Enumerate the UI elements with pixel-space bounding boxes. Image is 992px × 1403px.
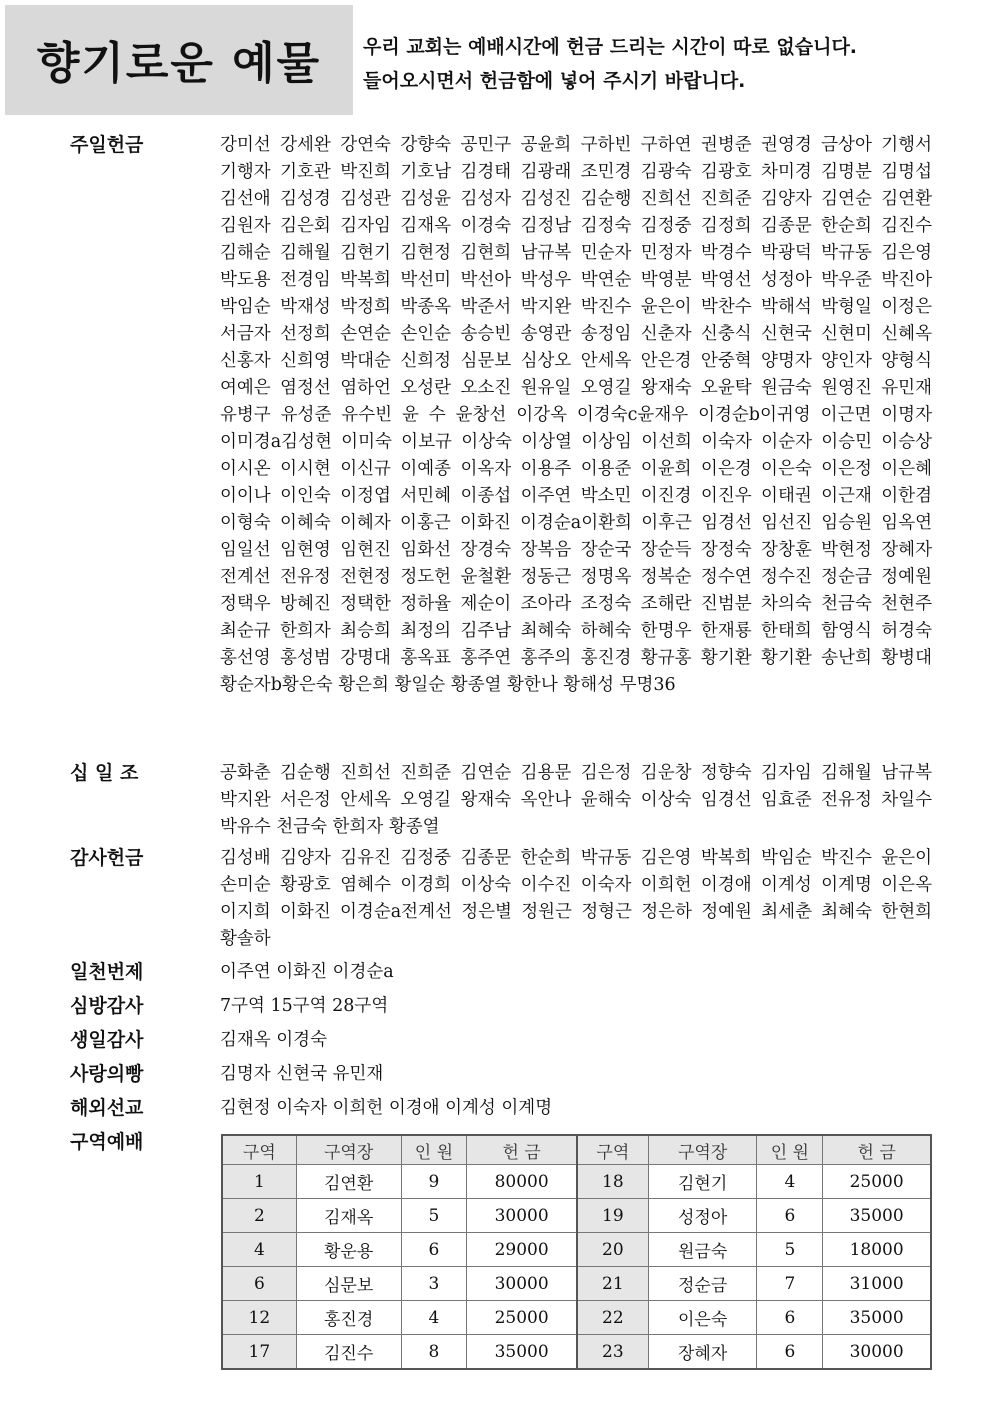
section-label: 해외선교 — [70, 1097, 144, 1119]
table-cell: 25000 — [467, 1301, 577, 1335]
table-cell: 6 — [757, 1199, 823, 1233]
donor-names: 이주연 이화진 이경순a — [220, 962, 394, 982]
donor-names: 김현정 이숙자 이희헌 이경애 이계성 이계명 — [220, 1098, 553, 1118]
table-cell: 장혜자 — [648, 1335, 757, 1370]
section-label: 주일헌금 — [70, 134, 144, 156]
table-cell: 6 — [401, 1233, 467, 1267]
section-label: 심방감사 — [70, 995, 144, 1017]
table-cell: 1 — [222, 1165, 296, 1199]
table-cell: 25000 — [823, 1165, 931, 1199]
table-cell: 정순금 — [648, 1267, 757, 1301]
table-cell: 30000 — [467, 1267, 577, 1301]
table-cell: 김진수 — [296, 1335, 401, 1370]
notice-line-2: 들어오시면서 헌금함에 넣어 주시기 바랍니다. — [363, 70, 746, 92]
table-cell: 30000 — [467, 1199, 577, 1233]
donor-names: 공화춘 김순행 진희선 진희준 김연순 김용문 김은정 김운창 정향숙 김자임 김해월 남규복 박지완 서은정 안세옥 오영길 왕재숙 옥안나 윤해숙 이상숙 임경선 임효준 전유정 차일수 박유수 천금숙 한희자 황종열 — [220, 763, 932, 837]
section-label: 십 일 조 — [70, 762, 139, 784]
table-cell: 4 — [222, 1233, 296, 1267]
page-title: 향기로운 예물 — [36, 38, 322, 89]
table-cell: 김연환 — [296, 1165, 401, 1199]
section-label: 생일감사 — [70, 1029, 144, 1051]
table-cell: 원금숙 — [648, 1233, 757, 1267]
donor-names: 김재옥 이경숙 — [220, 1030, 327, 1050]
table-cell: 8 — [401, 1335, 467, 1370]
table-cell: 23 — [577, 1335, 648, 1370]
table-cell: 30000 — [823, 1335, 931, 1370]
table-cell: 17 — [222, 1335, 296, 1370]
column-header: 헌 금 — [823, 1135, 931, 1165]
table-cell: 심문보 — [296, 1267, 401, 1301]
table-cell: 4 — [401, 1301, 467, 1335]
table-row — [222, 1335, 931, 1370]
table-cell: 35000 — [823, 1301, 931, 1335]
table-cell: 29000 — [467, 1233, 577, 1267]
zone-worship-table — [221, 1134, 932, 1370]
column-header: 구역장 — [648, 1135, 757, 1165]
notice-line-1: 우리 교회는 예배시간에 헌금 드리는 시간이 따로 없습니다. — [363, 36, 858, 58]
column-header: 인 원 — [401, 1135, 467, 1165]
table-cell: 18000 — [823, 1233, 931, 1267]
table-cell: 김현기 — [648, 1165, 757, 1199]
table-row — [222, 1233, 931, 1267]
donor-names: 김명자 신현국 유민재 — [220, 1064, 384, 1084]
table-cell: 21 — [577, 1267, 648, 1301]
table-cell: 김재옥 — [296, 1199, 401, 1233]
table-cell: 18 — [577, 1165, 648, 1199]
table-header-row — [222, 1135, 931, 1165]
table-row — [222, 1165, 931, 1199]
table-cell: 22 — [577, 1301, 648, 1335]
table-cell: 5 — [757, 1233, 823, 1267]
table-cell: 성정아 — [648, 1199, 757, 1233]
column-header: 헌 금 — [467, 1135, 577, 1165]
table-cell: 6 — [757, 1335, 823, 1370]
table-cell: 35000 — [823, 1199, 931, 1233]
title-box — [5, 5, 353, 115]
table-row — [222, 1267, 931, 1301]
header — [0, 0, 992, 118]
donor-names: 김성배 김양자 김유진 김정중 김종문 한순희 박규동 김은영 박복희 박임순 박진수 윤은이 손미순 황광호 염혜수 이경희 이상숙 이수진 이숙자 이희헌 이경애 이계성 이계명 이은옥 이지희 이화진 이경순a전계선 정은별 정원근 정형근 정은하 정예원 최세춘 최혜숙 한현희 황솔하 — [220, 848, 932, 949]
table-cell: 20 — [577, 1233, 648, 1267]
donor-names: 7구역 15구역 28구역 — [220, 996, 389, 1016]
section-label: 감사헌금 — [70, 847, 144, 869]
table-cell: 7 — [757, 1267, 823, 1301]
column-header: 인 원 — [757, 1135, 823, 1165]
table-row — [222, 1199, 931, 1233]
table-cell: 3 — [401, 1267, 467, 1301]
table-cell: 35000 — [467, 1335, 577, 1370]
column-header: 구역 — [577, 1135, 648, 1165]
table-cell: 6 — [757, 1301, 823, 1335]
table-cell: 12 — [222, 1301, 296, 1335]
section-label: 구역예배 — [70, 1131, 144, 1153]
table-cell: 9 — [401, 1165, 467, 1199]
table-cell: 5 — [401, 1199, 467, 1233]
table-row — [222, 1301, 931, 1335]
table-cell: 황운용 — [296, 1233, 401, 1267]
table-cell: 홍진경 — [296, 1301, 401, 1335]
table-cell: 31000 — [823, 1267, 931, 1301]
table-cell: 2 — [222, 1199, 296, 1233]
offering-notice — [363, 30, 983, 98]
section-label: 일천번제 — [70, 961, 144, 983]
column-header: 구역 — [222, 1135, 296, 1165]
column-header: 구역장 — [296, 1135, 401, 1165]
table-cell: 19 — [577, 1199, 648, 1233]
table-cell: 80000 — [467, 1165, 577, 1199]
table-cell: 4 — [757, 1165, 823, 1199]
donor-names: 강미선 강세완 강연숙 강향숙 공민구 공윤희 구하빈 구하연 권병준 권영경 금상아 기행서 기행자 기호관 박진희 기호남 김경태 김광래 조민경 김광숙 김광호 차미경 김명분 김명섭 김선애 김성경 김성관 김성윤 김성자 김성진 김순행 진희선 진희준 김양자 김연순 김연환 김원자 김은회 김자임 김재옥 이경숙 김정남 김정숙 김정중 김정희 김종문 한순희 김진수 김해순 김해월 김현기 김현정 김현희 남규복 민순자 민정자 박경수 박광덕 박규동 김은영 박도용 전경임 박복희 박선미 박선아 박성우 박연순 박영분 박영선 성정아 박우준 박진아 박임순 박재성 박정희 박종옥 박준서 박지완 박진수 윤은이 박찬수 박해석 박형일 이정은 서금자 선정희 손연순 손인순 송승빈 송영관 송정임 신춘자 신충식 신현국 신현미 신혜옥 신홍자 신희영 박대순 신희정 심문보 심상오 안세옥 안은경 안중혁 양명자 양인자 양형식 여예은 염정선 염하언 오성란 오소진 원유일 오영길 왕재숙 오윤탁 원금숙 원영진 유민재 유병구 유성준 유수빈 윤 수 윤창선 이강옥 이경숙c윤재우 이경순b이귀영 이근면 이명자 이미경a김성현 이미숙 이보규 이상숙 이상열 이상임 이선희 이숙자 이순자 이승민 이승상 이시온 이시현 이신규 이예종 이옥자 이용주 이용준 이윤희 이은경 이은숙 이은정 이은혜 이이나 이인숙 이정엽 서민혜 이종섭 이주연 박소민 이진경 이진우 이태권 이근재 이한겸 이형숙 이혜숙 이혜자 이홍근 이화진 이경순a이환희 이후근 임경선 임선진 임승원 임옥연 임일선 임현영 임현진 임화선 장경숙 장복음 장순국 장순득 장정숙 장창훈 박현정 장혜자 전계선 전유정 전현정 정도헌 윤철환 정동근 정명옥 정복순 정수연 정수진 정순금 정예원 정택우 방혜진 정택한 정하율 제순이 조아라 조정숙 조해란 진범분 차의숙 천금숙 천현주 최순규 한희자 최승희 최정의 김주남 최혜숙 하혜숙 한명우 한재룡 한태희 함영식 허경숙 홍선영 홍성범 강명대 홍옥표 홍주연 홍주의 홍진경 황규홍 황기환 황기환 송난희 황병대 황순자b황은숙 황은희 황일순 황종열 황한나 황해성 무명36 — [220, 135, 932, 695]
section-label: 사랑의빵 — [70, 1063, 144, 1085]
table-cell: 이은숙 — [648, 1301, 757, 1335]
table-cell: 6 — [222, 1267, 296, 1301]
